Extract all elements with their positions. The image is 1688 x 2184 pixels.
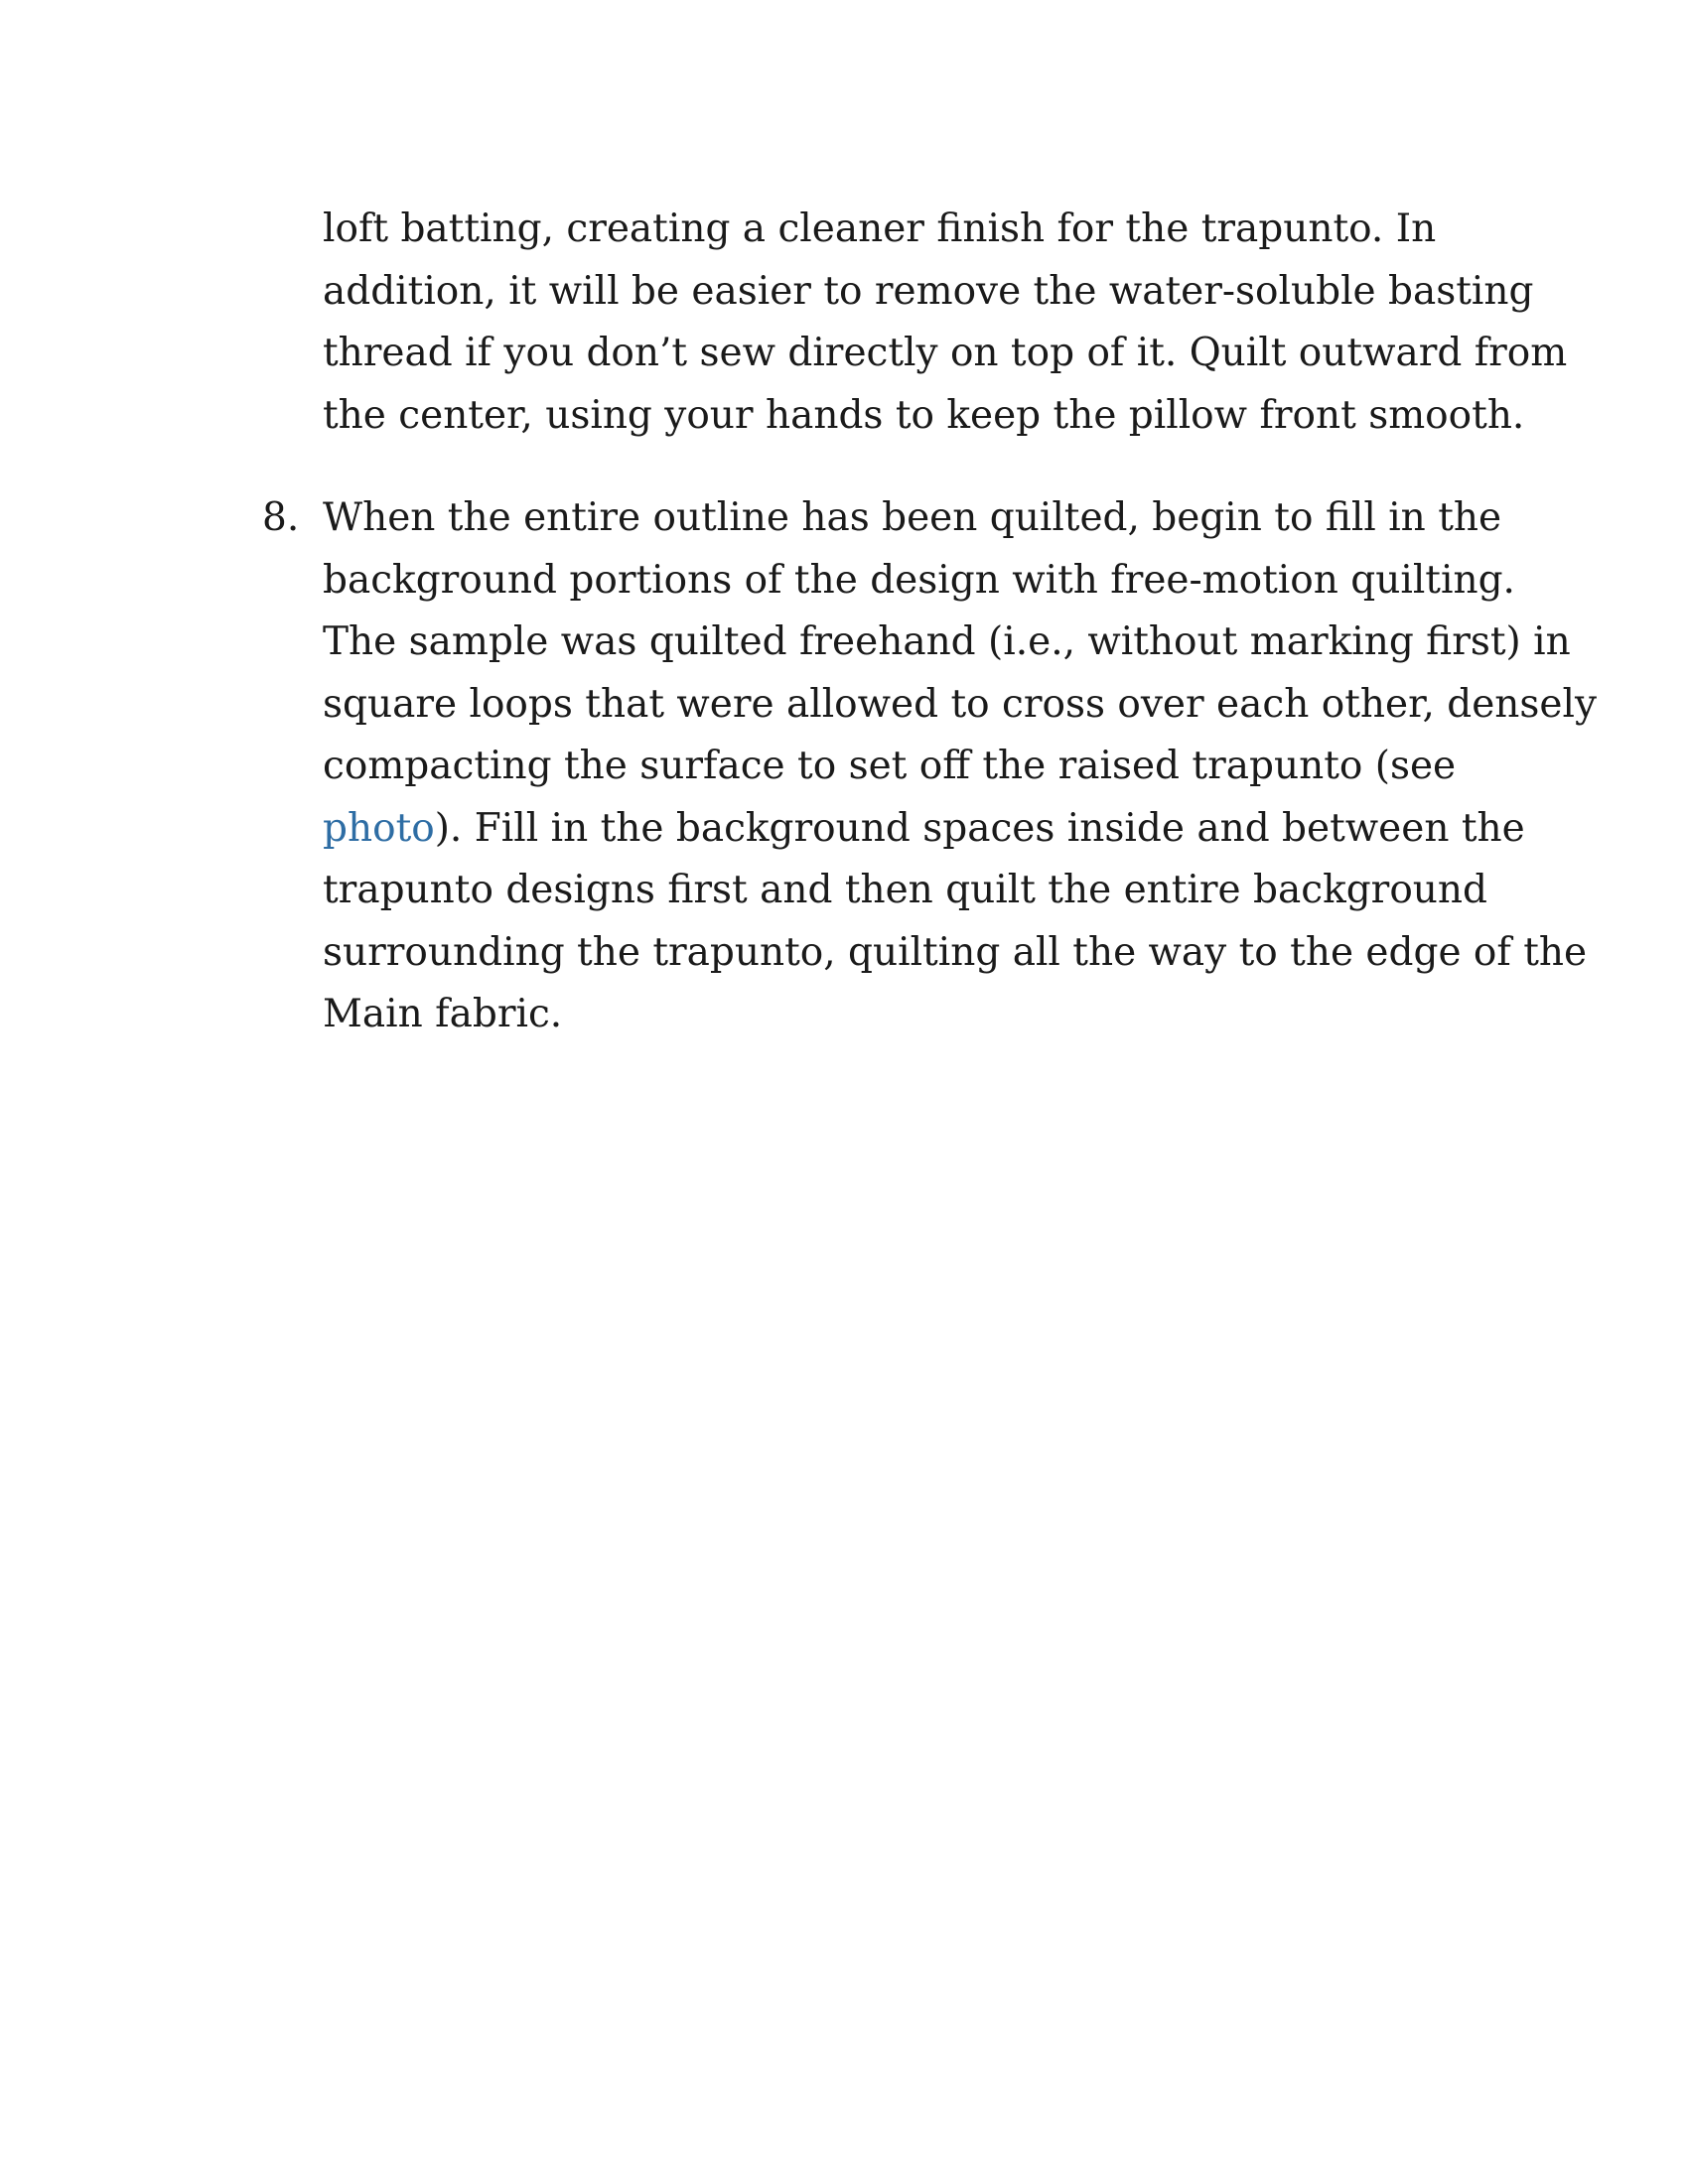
photo-link[interactable]: photo [323,805,435,851]
paragraph-line: Main fabric. [323,992,563,1036]
paragraph-line: background portions of the design with free-motion quilting. [323,557,1515,603]
paragraph-line: surrounding the trapunto, quilting all the way to the edge of the [323,929,1588,975]
paragraph-line: compacting the surface to set off the raised trapunto (see [323,744,1457,788]
paragraph-line: When the entire outline has been quilted, begin to fill in the [323,495,1502,540]
paragraph-line-text: ). Fill in the background spaces inside and between the [434,805,1525,851]
continuation-paragraph [323,199,1568,447]
paragraph-line: loft batting, creating a cleaner finish for the trapunto. In [323,206,1437,251]
paragraph-line: The sample was quilted freehand (i.e., without marking first) in [323,619,1571,664]
step-8-text [323,487,1598,1046]
paragraph-line: addition, it will be easier to remove the water-soluble basting [323,268,1534,314]
paragraph-line: trapunto designs first and then quilt the entire background [323,868,1488,912]
paragraph-line [323,798,1525,861]
paragraph-line: thread if you don’t sew directly on top of it. Quilt outward from [323,331,1568,375]
paragraph-line: square loops that were allowed to cross over each other, densely [323,681,1598,727]
paragraph-line: the center, using your hands to keep the pillow front smooth. [323,392,1525,438]
list-number: 8. [262,495,300,540]
